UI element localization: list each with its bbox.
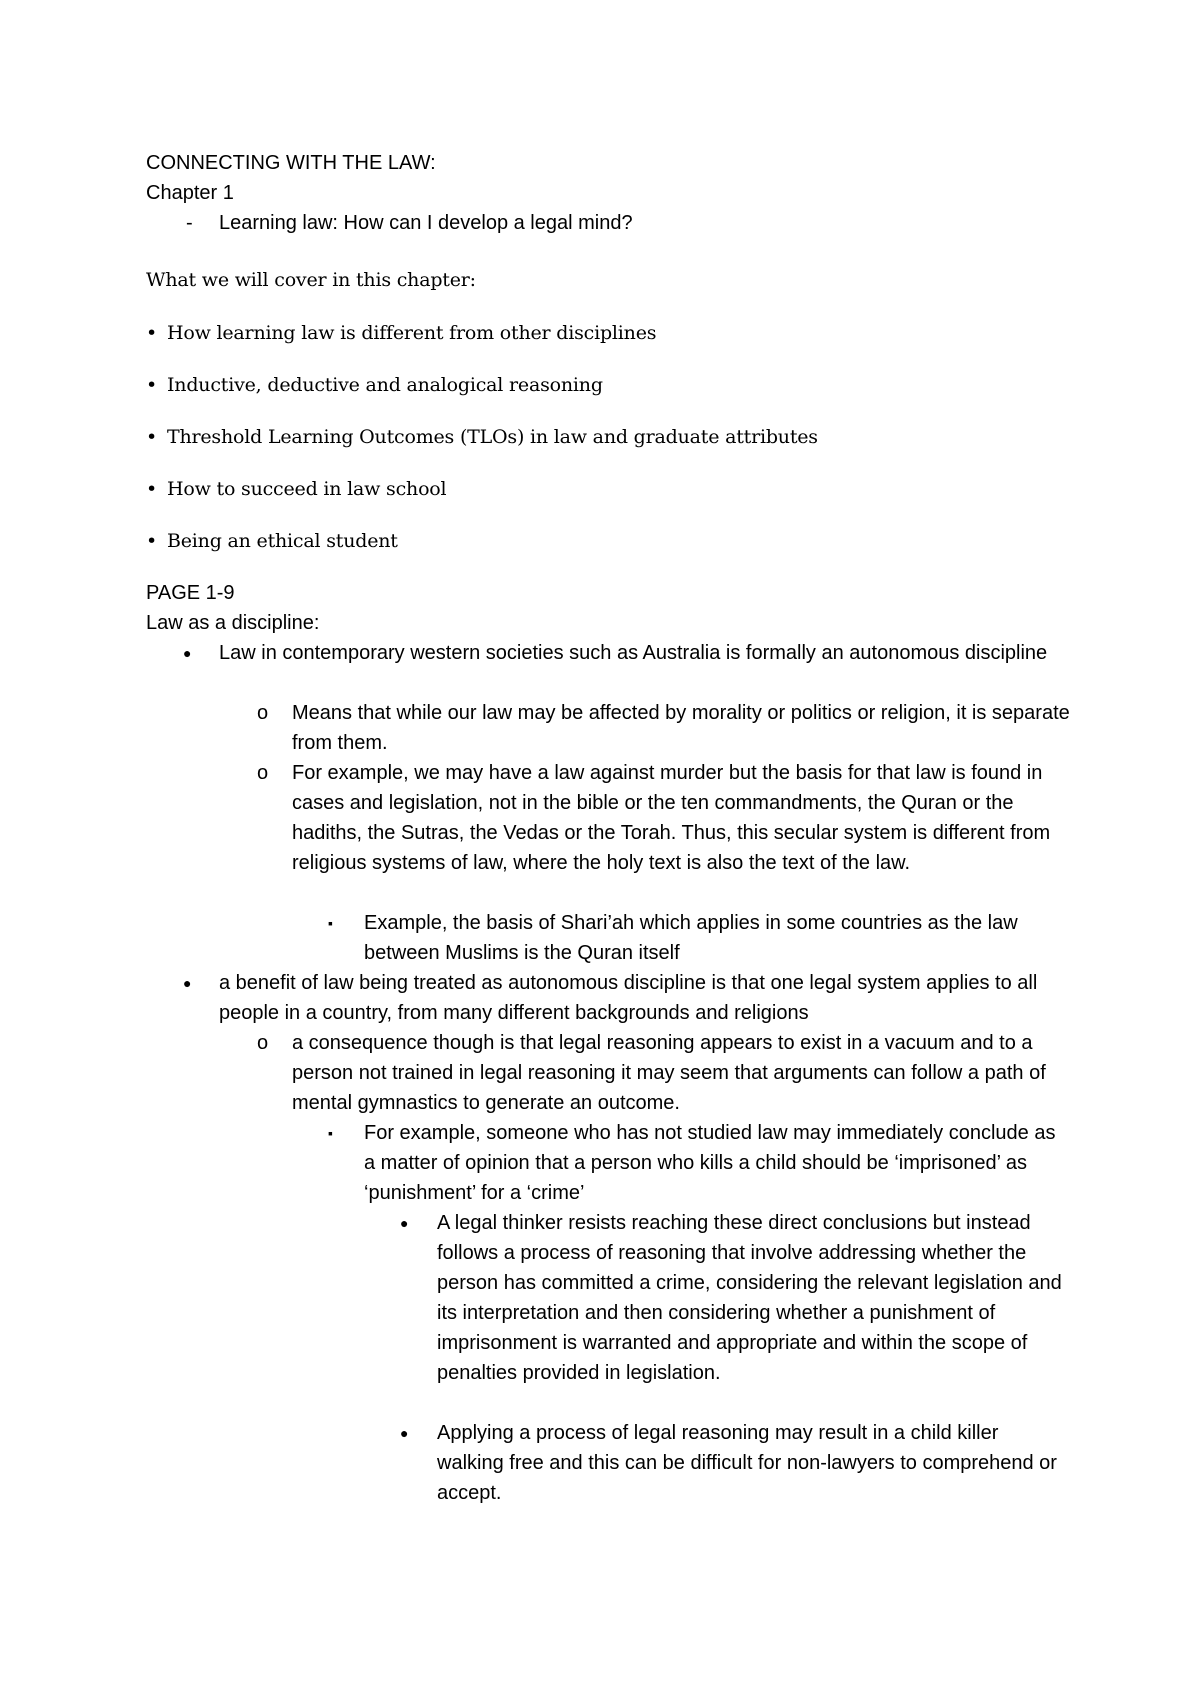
note-item-l3: For example, someone who has not studied law may immediately conclude as a matter of opinion that a person who kills a child should be ‘imprisoned’ as ‘punishment’ for a ‘crime’: [364, 1122, 1056, 1204]
bullet-marker-l2: o: [257, 1032, 269, 1054]
intro-item: Inductive, deductive and analogical reasoning: [167, 374, 603, 396]
intro-bullet: •: [146, 322, 158, 344]
intro-item: Being an ethical student: [167, 530, 398, 552]
bullet-marker-l3: ▪: [328, 1125, 333, 1141]
intro-bullet: •: [146, 374, 158, 396]
note-item-l4: A legal thinker resists reaching these direct conclusions but instead follows a process of reasoning that involve addressing whether the person has committed a crime, considering the relevant legislation and its interpretation and then considering whether a punishment of imprisonment is warranted and appropriate and within the scope of penalties provided in legislation.: [437, 1212, 1062, 1384]
document-title: CONNECTING WITH THE LAW:: [146, 152, 436, 174]
note-item-l2: Means that while our law may be affected by morality or politics or religion, it is separate from them.: [292, 702, 1070, 754]
note-item-l4: Applying a process of legal reasoning may result in a child killer walking free and this can be difficult for non-lawyers to comprehend or accept.: [437, 1422, 1057, 1504]
chapter-subtitle: Learning law: How can I develop a legal mind?: [219, 212, 633, 234]
page-reference: PAGE 1-9: [146, 582, 235, 604]
bullet-marker-l1: ●: [183, 645, 192, 661]
bullet-marker-l4: ●: [400, 1215, 409, 1231]
intro-bullet: •: [146, 530, 158, 552]
note-item-l1: a benefit of law being treated as autonomous discipline is that one legal system applies to all people in a country, from many different backgrounds and religions: [219, 972, 1038, 1024]
note-item-l2: For example, we may have a law against murder but the basis for that law is found in cases and legislation, not in the bible or the ten commandments, the Quran or the hadiths, the Sutras, the Vedas or the Torah. Thus, this secular system is different from religious systems of law, where the holy text is also the text of the law.: [292, 762, 1051, 874]
note-item-l1: Law in contemporary western societies such as Australia is formally an autonomous discipline: [219, 642, 1048, 664]
chapter-label: Chapter 1: [146, 182, 234, 204]
bullet-marker-l3: ▪: [328, 915, 333, 931]
bullet-marker-l1: ●: [183, 975, 192, 991]
intro-bullet: •: [146, 426, 158, 448]
intro-item: Threshold Learning Outcomes (TLOs) in law and graduate attributes: [167, 426, 818, 448]
section-heading: Law as a discipline:: [146, 612, 320, 634]
note-item-l3: Example, the basis of Shari’ah which applies in some countries as the law between Muslims is the Quran itself: [364, 912, 1018, 964]
intro-item: How learning law is different from other disciplines: [167, 322, 657, 344]
bullet-marker-l4: ●: [400, 1425, 409, 1441]
intro-heading: What we will cover in this chapter:: [146, 269, 476, 291]
dash-marker: -: [186, 212, 193, 234]
bullet-marker-l2: o: [257, 762, 269, 784]
note-item-l2: a consequence though is that legal reasoning appears to exist in a vacuum and to a person not trained in legal reasoning it may seem that arguments can follow a path of mental gymnastics to generate an outcome.: [292, 1032, 1046, 1114]
intro-bullet: •: [146, 478, 158, 500]
intro-item: How to succeed in law school: [167, 478, 447, 500]
bullet-marker-l2: o: [257, 702, 269, 724]
